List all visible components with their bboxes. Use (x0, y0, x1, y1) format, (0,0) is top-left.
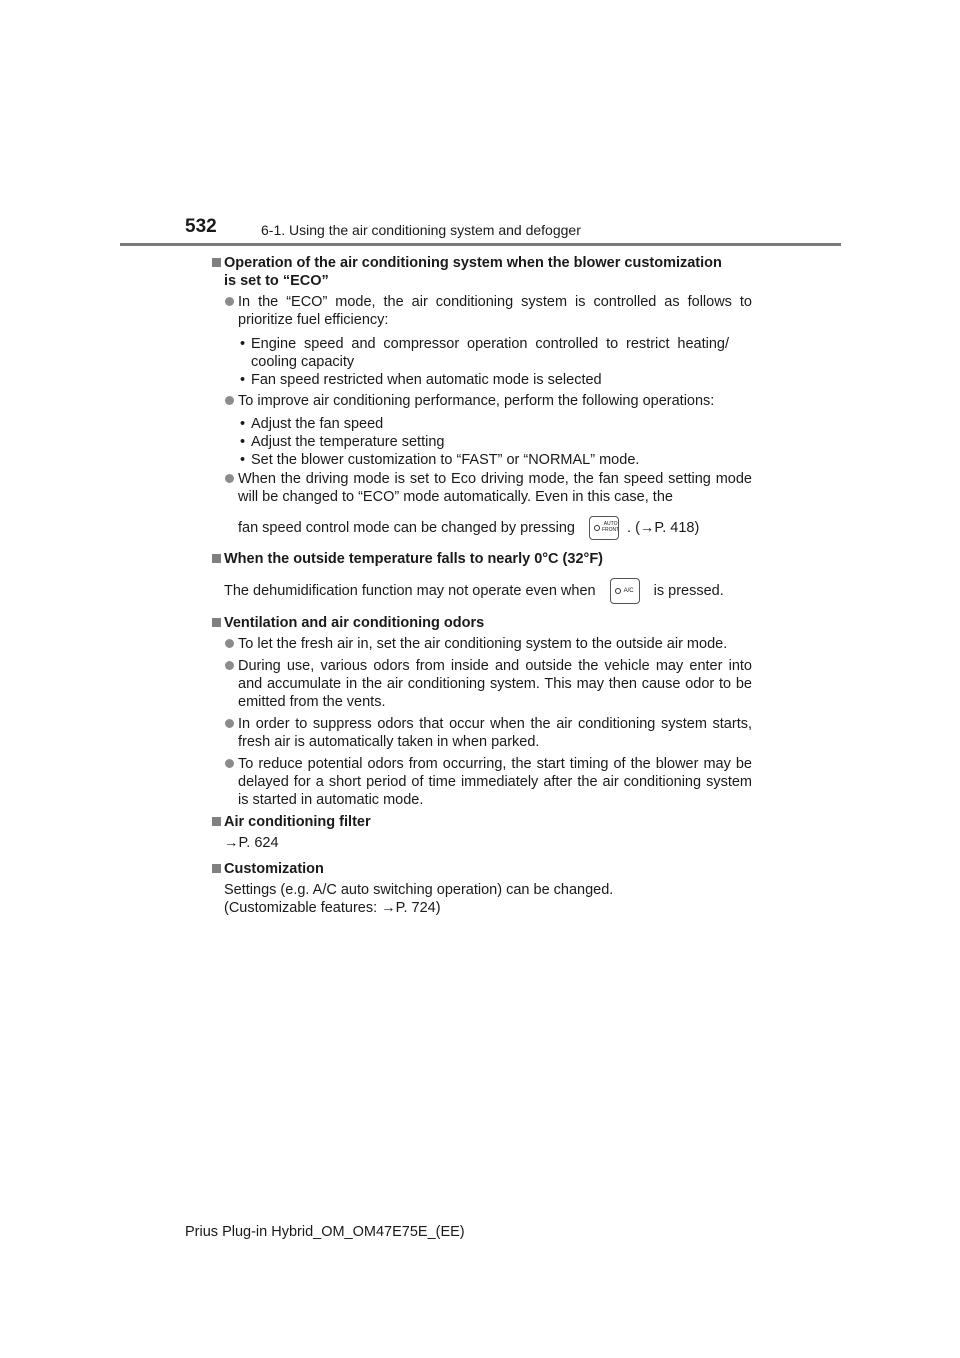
square-bullet-icon (212, 817, 221, 826)
section-title: 6-1. Using the air conditioning system and defogger (261, 222, 581, 238)
list-item (212, 715, 752, 751)
list-item (212, 657, 752, 711)
dot-marker: • (240, 434, 246, 450)
dot-marker: • (240, 336, 246, 352)
paragraph-text: is pressed. (653, 582, 724, 599)
sub-list-item (212, 371, 752, 389)
auto-front-button-icon (589, 516, 619, 540)
paragraph (212, 881, 752, 917)
square-bullet-icon (212, 864, 221, 873)
circle-bullet-icon (225, 759, 234, 768)
heading-text: Ventilation and air conditioning odors (224, 615, 485, 631)
page-content (212, 254, 752, 917)
dot-marker: • (240, 452, 246, 468)
button-label: A/C (623, 588, 634, 594)
bullet-text: In the “ECO” mode, the air conditioning system is controlled as follows to prioritize fuel efficiency: (238, 294, 752, 328)
heading-text: Air conditioning filter (224, 814, 371, 830)
bullet-text: To let the fresh air in, set the air conditioning system to the outside air mode. (238, 636, 728, 652)
bullet-continuation (212, 516, 752, 540)
sub-list-item (212, 451, 752, 469)
bullet-text: fan speed control mode can be changed by pressing (238, 519, 575, 536)
indicator-light-icon (615, 588, 621, 594)
paragraph-text: The dehumidification function may not operate even when (224, 582, 596, 599)
indicator-light-icon (594, 525, 600, 531)
circle-bullet-icon (225, 396, 234, 405)
bullet-text: . (→P. 418) (627, 519, 700, 536)
bullet-text: During use, various odors from inside and outside the vehicle may enter into and accumulate in the air conditioning system. This may then cause odor to be emitted from the vents. (238, 658, 752, 710)
sub-item-text: Fan speed restricted when automatic mode is selected (251, 372, 602, 388)
button-label: FRONT (601, 527, 620, 533)
paragraph-text: (Customizable features: →P. 724) (224, 900, 441, 916)
list-item (212, 470, 752, 506)
list-item (212, 392, 752, 410)
sub-list-item (212, 433, 752, 451)
list-item (212, 635, 752, 653)
dot-marker: • (240, 372, 246, 388)
sub-list-item (212, 335, 729, 371)
bullet-text: To improve air conditioning performance, perform the following operations: (238, 393, 715, 409)
list-item (212, 755, 752, 809)
circle-bullet-icon (225, 474, 234, 483)
circle-bullet-icon (225, 661, 234, 670)
sub-item-text: Adjust the fan speed (251, 416, 384, 432)
heading-air-filter (212, 813, 752, 831)
sub-list-item (212, 415, 752, 433)
page-reference-text: →P. 624 (224, 835, 279, 851)
circle-bullet-icon (225, 719, 234, 728)
heading-ventilation-odors (212, 614, 752, 632)
square-bullet-icon (212, 258, 221, 267)
sub-item-text: Set the blower customization to “FAST” or “NORMAL” mode. (251, 452, 640, 468)
heading-eco-operation (212, 254, 752, 290)
square-bullet-icon (212, 554, 221, 563)
ac-button-icon (610, 578, 640, 604)
circle-bullet-icon (225, 297, 234, 306)
heading-customization (212, 860, 752, 878)
document-footer: Prius Plug-in Hybrid_OM_OM47E75E_(EE) (185, 1224, 465, 1240)
paragraph-text: Settings (e.g. A/C auto switching operation) can be changed. (224, 882, 614, 898)
bullet-text: To reduce potential odors from occurring, the start timing of the blower may be delayed for a short period of time immediately after the air conditioning system is started in automatic mode. (238, 756, 752, 808)
header-rule (120, 243, 841, 246)
sub-item-text: Adjust the temperature setting (251, 434, 445, 450)
paragraph (212, 578, 752, 604)
heading-text: When the outside temperature falls to nearly 0°C (32°F) (224, 551, 604, 567)
bullet-text: In order to suppress odors that occur when the air conditioning system starts, fresh air is automatically taken in when parked. (238, 716, 752, 750)
heading-line-1: Operation of the air conditioning system when the blower customization (224, 255, 722, 271)
square-bullet-icon (212, 618, 221, 627)
circle-bullet-icon (225, 639, 234, 648)
page-number: 532 (185, 216, 217, 237)
button-label: AUTO (603, 521, 618, 527)
sub-item-text: Engine speed and compressor operation controlled to restrict heating/ cooling capacity (251, 336, 729, 370)
heading-outside-temperature (212, 550, 752, 568)
dot-marker: • (240, 416, 246, 432)
heading-line-2: is set to “ECO” (224, 273, 329, 289)
bullet-text: When the driving mode is set to Eco driving mode, the fan speed setting mode will be changed to “ECO” mode automatically. Even in this case, the (238, 471, 752, 505)
heading-text: Customization (224, 861, 324, 877)
page-reference (212, 834, 752, 852)
list-item (212, 293, 752, 329)
